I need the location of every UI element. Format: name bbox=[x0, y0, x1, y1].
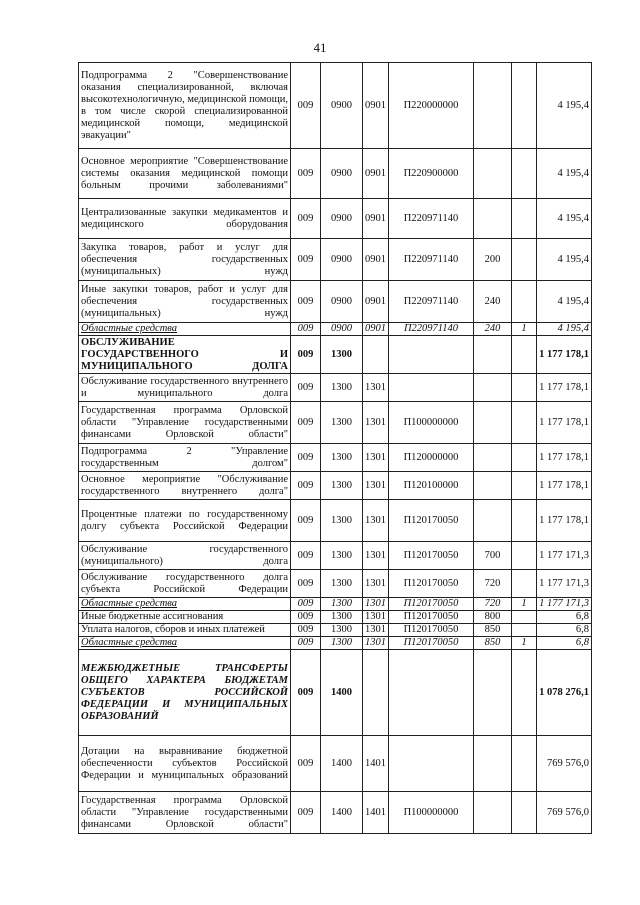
row-grbs-code: 009 bbox=[291, 239, 321, 281]
row-expense-type: 720 bbox=[474, 570, 512, 598]
row-target-article: П120170050 bbox=[389, 637, 474, 650]
row-grbs-code: 009 bbox=[291, 402, 321, 444]
row-sum: 1 177 178,1 bbox=[537, 472, 592, 500]
row-name: Закупка товаров, работ и услуг для обеспечения государственных (муниципальных) нужд bbox=[79, 239, 291, 281]
row-target-article bbox=[389, 336, 474, 374]
row-expense-type bbox=[474, 63, 512, 149]
row-funding-source bbox=[512, 542, 537, 570]
row-name: Основное мероприятие "Обслуживание государственного внутреннего долга" bbox=[79, 472, 291, 500]
row-name: Иные закупки товаров, работ и услуг для обеспечения государственных (муниципальных) нужд bbox=[79, 281, 291, 323]
row-sum: 769 576,0 bbox=[537, 736, 592, 792]
row-grbs-code: 009 bbox=[291, 199, 321, 239]
row-funding-source bbox=[512, 149, 537, 199]
row-target-article: П220000000 bbox=[389, 63, 474, 149]
row-sum: 1 177 171,3 bbox=[537, 542, 592, 570]
row-sum: 6,8 bbox=[537, 637, 592, 650]
row-section-code: 1300 bbox=[321, 402, 363, 444]
row-subsection-code: 0901 bbox=[363, 149, 389, 199]
row-funding-source bbox=[512, 650, 537, 736]
table-row bbox=[79, 444, 592, 472]
row-section-code: 1300 bbox=[321, 374, 363, 402]
row-funding-source bbox=[512, 239, 537, 281]
row-subsection-code: 1401 bbox=[363, 736, 389, 792]
row-expense-type: 200 bbox=[474, 239, 512, 281]
row-funding-source bbox=[512, 570, 537, 598]
row-grbs-code: 009 bbox=[291, 650, 321, 736]
row-subsection-code bbox=[363, 650, 389, 736]
row-funding-source bbox=[512, 444, 537, 472]
row-target-article: П100000000 bbox=[389, 792, 474, 834]
row-name: Государственная программа Орловской области "Управление государственными финансами Орловской области" bbox=[79, 402, 291, 444]
row-sum: 1 177 178,1 bbox=[537, 500, 592, 542]
table-row bbox=[79, 650, 592, 736]
row-sum: 4 195,4 bbox=[537, 239, 592, 281]
row-grbs-code: 009 bbox=[291, 570, 321, 598]
table-row bbox=[79, 570, 592, 598]
row-section-code: 0900 bbox=[321, 63, 363, 149]
row-sum: 1 078 276,1 bbox=[537, 650, 592, 736]
row-subsection-code: 0901 bbox=[363, 239, 389, 281]
row-section-code: 1300 bbox=[321, 637, 363, 650]
row-funding-source bbox=[512, 792, 537, 834]
row-funding-source: 1 bbox=[512, 323, 537, 336]
row-expense-type bbox=[474, 199, 512, 239]
row-expense-type bbox=[474, 736, 512, 792]
row-funding-source: 1 bbox=[512, 598, 537, 611]
row-funding-source bbox=[512, 374, 537, 402]
row-name: Обслуживание государственного внутреннего и муниципального долга bbox=[79, 374, 291, 402]
row-expense-type: 720 bbox=[474, 598, 512, 611]
row-target-article: П120170050 bbox=[389, 570, 474, 598]
row-name: Областные средства bbox=[79, 323, 291, 336]
row-subsection-code: 1301 bbox=[363, 611, 389, 624]
row-funding-source: 1 bbox=[512, 637, 537, 650]
row-section-code: 1400 bbox=[321, 792, 363, 834]
row-subsection-code: 1301 bbox=[363, 402, 389, 444]
row-name: Централизованные закупки медикаментов и медицинского оборудования bbox=[79, 199, 291, 239]
row-grbs-code: 009 bbox=[291, 736, 321, 792]
row-subsection-code: 1301 bbox=[363, 570, 389, 598]
row-funding-source bbox=[512, 500, 537, 542]
row-target-article: П120170050 bbox=[389, 598, 474, 611]
row-expense-type bbox=[474, 472, 512, 500]
row-target-article: П120170050 bbox=[389, 500, 474, 542]
row-name: ОБСЛУЖИВАНИЕ ГОСУДАРСТВЕННОГО И МУНИЦИПАЛЬНОГО ДОЛГА bbox=[79, 336, 291, 374]
row-subsection-code: 1301 bbox=[363, 472, 389, 500]
row-subsection-code: 1301 bbox=[363, 542, 389, 570]
row-subsection-code: 0901 bbox=[363, 323, 389, 336]
table-row bbox=[79, 792, 592, 834]
row-name: Областные средства bbox=[79, 598, 291, 611]
table-row bbox=[79, 542, 592, 570]
row-expense-type: 850 bbox=[474, 637, 512, 650]
page-number: 41 bbox=[313, 40, 327, 55]
row-sum: 4 195,4 bbox=[537, 149, 592, 199]
row-section-code: 1300 bbox=[321, 598, 363, 611]
row-sum: 4 195,4 bbox=[537, 323, 592, 336]
row-grbs-code: 009 bbox=[291, 611, 321, 624]
row-target-article bbox=[389, 736, 474, 792]
table-row bbox=[79, 336, 592, 374]
row-target-article: П120000000 bbox=[389, 444, 474, 472]
row-name: Подпрограмма 2 "Совершенствование оказания специализированной, включая высокотехнологичную, медицинской помощи, в том числе скорой специализированной медицинской помощи, медицинской эвакуации" bbox=[79, 63, 291, 149]
table-row bbox=[79, 281, 592, 323]
row-grbs-code: 009 bbox=[291, 637, 321, 650]
row-funding-source bbox=[512, 63, 537, 149]
row-grbs-code: 009 bbox=[291, 598, 321, 611]
row-expense-type: 850 bbox=[474, 624, 512, 637]
table-row bbox=[79, 472, 592, 500]
row-subsection-code: 1301 bbox=[363, 598, 389, 611]
row-target-article: П120170050 bbox=[389, 624, 474, 637]
row-grbs-code: 009 bbox=[291, 63, 321, 149]
row-sum: 769 576,0 bbox=[537, 792, 592, 834]
row-expense-type: 240 bbox=[474, 323, 512, 336]
row-name: Процентные платежи по государственному долгу субъекта Российской Федерации bbox=[79, 500, 291, 542]
row-funding-source bbox=[512, 472, 537, 500]
row-sum: 1 177 178,1 bbox=[537, 374, 592, 402]
row-grbs-code: 009 bbox=[291, 149, 321, 199]
row-name: МЕЖБЮДЖЕТНЫЕ ТРАНСФЕРТЫ ОБЩЕГО ХАРАКТЕРА БЮДЖЕТАМ СУБЪЕКТОВ РОССИЙСКОЙ ФЕДЕРАЦИИ И МУНИЦИПАЛЬНЫХ ОБРАЗОВАНИЙ bbox=[79, 650, 291, 736]
row-grbs-code: 009 bbox=[291, 500, 321, 542]
row-expense-type: 800 bbox=[474, 611, 512, 624]
row-section-code: 1300 bbox=[321, 542, 363, 570]
table-row bbox=[79, 611, 592, 624]
table-row bbox=[79, 374, 592, 402]
row-funding-source bbox=[512, 281, 537, 323]
row-name: Обслуживание государственного (муниципального) долга bbox=[79, 542, 291, 570]
row-sum: 4 195,4 bbox=[537, 63, 592, 149]
row-expense-type: 240 bbox=[474, 281, 512, 323]
table-row bbox=[79, 323, 592, 336]
row-section-code: 1300 bbox=[321, 611, 363, 624]
row-funding-source bbox=[512, 611, 537, 624]
table-row bbox=[79, 637, 592, 650]
table-row bbox=[79, 149, 592, 199]
row-section-code: 0900 bbox=[321, 149, 363, 199]
row-section-code: 1300 bbox=[321, 500, 363, 542]
table-row bbox=[79, 402, 592, 444]
table-row bbox=[79, 500, 592, 542]
row-sum: 6,8 bbox=[537, 611, 592, 624]
row-sum: 4 195,4 bbox=[537, 281, 592, 323]
row-sum: 1 177 171,3 bbox=[537, 570, 592, 598]
row-subsection-code: 1301 bbox=[363, 374, 389, 402]
row-section-code: 1400 bbox=[321, 736, 363, 792]
row-grbs-code: 009 bbox=[291, 542, 321, 570]
row-section-code: 1300 bbox=[321, 624, 363, 637]
row-expense-type bbox=[474, 374, 512, 402]
row-funding-source bbox=[512, 624, 537, 637]
row-target-article bbox=[389, 650, 474, 736]
row-name: Обслуживание государственного долга субъекта Российской Федерации bbox=[79, 570, 291, 598]
row-funding-source bbox=[512, 402, 537, 444]
row-subsection-code bbox=[363, 336, 389, 374]
row-grbs-code: 009 bbox=[291, 323, 321, 336]
row-grbs-code: 009 bbox=[291, 624, 321, 637]
row-sum: 1 177 178,1 bbox=[537, 336, 592, 374]
row-expense-type bbox=[474, 402, 512, 444]
row-target-article: П220971140 bbox=[389, 199, 474, 239]
row-section-code: 0900 bbox=[321, 239, 363, 281]
row-subsection-code: 1401 bbox=[363, 792, 389, 834]
row-target-article: П120100000 bbox=[389, 472, 474, 500]
row-name: Уплата налогов, сборов и иных платежей bbox=[79, 624, 291, 637]
row-expense-type bbox=[474, 650, 512, 736]
table-row bbox=[79, 598, 592, 611]
table-row bbox=[79, 239, 592, 281]
budget-table bbox=[78, 62, 592, 834]
row-section-code: 1300 bbox=[321, 444, 363, 472]
row-sum: 1 177 171,3 bbox=[537, 598, 592, 611]
row-grbs-code: 009 bbox=[291, 374, 321, 402]
row-expense-type bbox=[474, 792, 512, 834]
row-target-article: П220971140 bbox=[389, 239, 474, 281]
row-grbs-code: 009 bbox=[291, 792, 321, 834]
row-name: Государственная программа Орловской области "Управление государственными финансами Орловской области" bbox=[79, 792, 291, 834]
row-target-article bbox=[389, 374, 474, 402]
row-grbs-code: 009 bbox=[291, 472, 321, 500]
table-row bbox=[79, 63, 592, 149]
row-sum: 6,8 bbox=[537, 624, 592, 637]
table-row bbox=[79, 736, 592, 792]
row-subsection-code: 1301 bbox=[363, 500, 389, 542]
row-expense-type: 700 bbox=[474, 542, 512, 570]
row-funding-source bbox=[512, 199, 537, 239]
row-sum: 1 177 178,1 bbox=[537, 402, 592, 444]
row-section-code: 1300 bbox=[321, 336, 363, 374]
row-section-code: 0900 bbox=[321, 199, 363, 239]
row-sum: 1 177 178,1 bbox=[537, 444, 592, 472]
row-sum: 4 195,4 bbox=[537, 199, 592, 239]
row-grbs-code: 009 bbox=[291, 281, 321, 323]
row-target-article: П220971140 bbox=[389, 323, 474, 336]
row-section-code: 1300 bbox=[321, 570, 363, 598]
row-target-article: П100000000 bbox=[389, 402, 474, 444]
row-expense-type bbox=[474, 149, 512, 199]
row-name: Иные бюджетные ассигнования bbox=[79, 611, 291, 624]
row-name: Подпрограмма 2 "Управление государственным долгом" bbox=[79, 444, 291, 472]
row-subsection-code: 1301 bbox=[363, 624, 389, 637]
row-name: Областные средства bbox=[79, 637, 291, 650]
row-subsection-code: 0901 bbox=[363, 199, 389, 239]
table-row bbox=[79, 199, 592, 239]
row-grbs-code: 009 bbox=[291, 444, 321, 472]
row-name: Основное мероприятие "Совершенствование системы оказания медицинской помощи больным прочими заболеваниями" bbox=[79, 149, 291, 199]
row-target-article: П220971140 bbox=[389, 281, 474, 323]
row-target-article: П120170050 bbox=[389, 611, 474, 624]
row-expense-type bbox=[474, 444, 512, 472]
row-subsection-code: 1301 bbox=[363, 637, 389, 650]
row-section-code: 0900 bbox=[321, 281, 363, 323]
row-name: Дотации на выравнивание бюджетной обеспеченности субъектов Российской Федерации и муниципальных образований bbox=[79, 736, 291, 792]
row-expense-type bbox=[474, 336, 512, 374]
row-section-code: 0900 bbox=[321, 323, 363, 336]
row-subsection-code: 1301 bbox=[363, 444, 389, 472]
row-target-article: П120170050 bbox=[389, 542, 474, 570]
row-funding-source bbox=[512, 736, 537, 792]
row-section-code: 1400 bbox=[321, 650, 363, 736]
row-grbs-code: 009 bbox=[291, 336, 321, 374]
row-section-code: 1300 bbox=[321, 472, 363, 500]
table-row bbox=[79, 624, 592, 637]
row-expense-type bbox=[474, 500, 512, 542]
row-target-article: П220900000 bbox=[389, 149, 474, 199]
row-subsection-code: 0901 bbox=[363, 281, 389, 323]
row-funding-source bbox=[512, 336, 537, 374]
row-subsection-code: 0901 bbox=[363, 63, 389, 149]
